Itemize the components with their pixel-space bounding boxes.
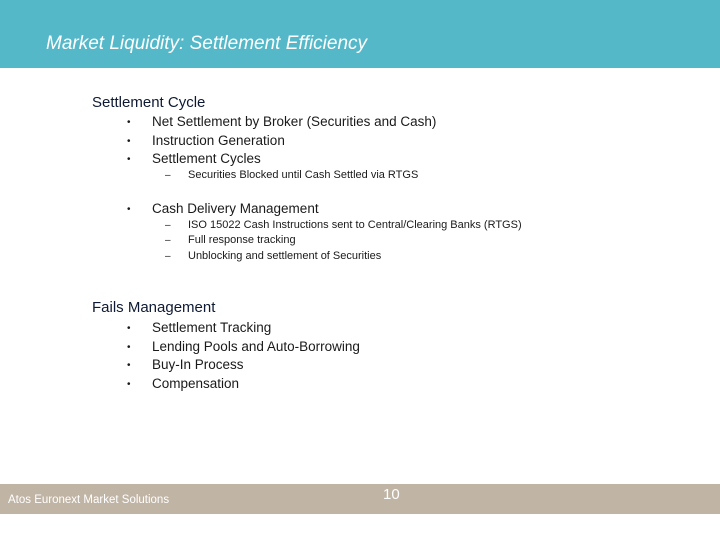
footer-bar [0, 484, 720, 514]
sub-list-item-text: Full response tracking [188, 234, 296, 246]
list-item [0, 320, 720, 338]
sub-list-item [0, 169, 720, 187]
dash-icon: – [165, 220, 171, 231]
bullet-icon: • [127, 154, 131, 165]
list-item-text: Cash Delivery Management [152, 201, 319, 216]
dash-icon: – [165, 235, 171, 246]
list-item [0, 133, 720, 151]
section-heading-settlement-cycle: Settlement Cycle [92, 94, 206, 111]
sub-list-item-text: Securities Blocked until Cash Settled via RTGS [188, 169, 419, 181]
list-item [0, 114, 720, 132]
section-heading-fails-management: Fails Management [92, 299, 216, 316]
footer-company-name: Atos Euronext Market Solutions [8, 494, 170, 506]
bullet-icon: • [127, 342, 131, 353]
sub-list-item [0, 250, 720, 268]
page-number: 10 [383, 486, 400, 503]
dash-icon: – [165, 170, 171, 181]
list-item-text: Buy-In Process [152, 357, 244, 372]
list-item-text: Instruction Generation [152, 133, 285, 148]
list-item-text: Settlement Tracking [152, 320, 272, 335]
sub-list-item-text: Unblocking and settlement of Securities [188, 250, 382, 262]
bullet-icon: • [127, 379, 131, 390]
list-item [0, 339, 720, 357]
list-item-text: Settlement Cycles [152, 151, 261, 166]
slide-title: Market Liquidity: Settlement Efficiency [46, 33, 368, 54]
bullet-icon: • [127, 136, 131, 147]
list-item [0, 201, 720, 219]
list-item [0, 376, 720, 394]
dash-icon: – [165, 251, 171, 262]
bullet-icon: • [127, 117, 131, 128]
list-item-text: Net Settlement by Broker (Securities and Cash) [152, 114, 437, 129]
bullet-icon: • [127, 204, 131, 215]
bullet-icon: • [127, 360, 131, 371]
list-item-text: Lending Pools and Auto-Borrowing [152, 339, 360, 354]
list-item-text: Compensation [152, 376, 240, 391]
title-bar [0, 0, 720, 68]
sub-list-item-text: ISO 15022 Cash Instructions sent to Central/Clearing Banks (RTGS) [188, 219, 522, 231]
bullet-icon: • [127, 323, 131, 334]
list-item [0, 357, 720, 375]
list-item [0, 151, 720, 169]
